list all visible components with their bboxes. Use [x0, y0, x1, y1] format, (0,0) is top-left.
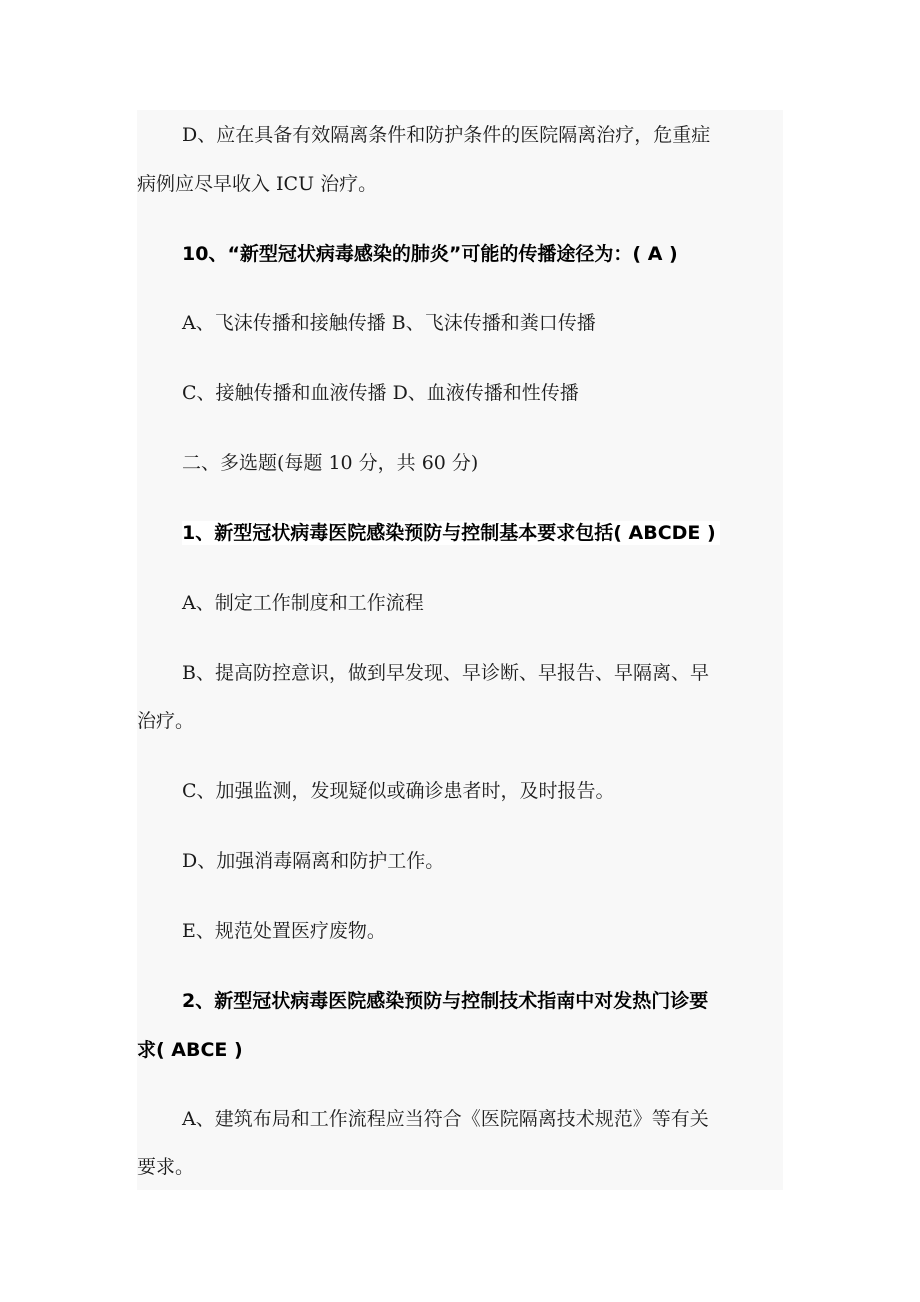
m1-option-b-line2: 治疗。 — [137, 710, 195, 732]
m2-option-a-line2: 要求。 — [137, 1156, 195, 1178]
question-10: 10、“新型冠状病毒感染的肺炎”可能的传播途径为：( A ) — [182, 243, 678, 265]
m1-option-c: C、加强监测，发现疑似或确诊患者时，及时报告。 — [182, 780, 615, 802]
m1-option-b-line1: B、提高防控意识，做到早发现、早诊断、早报告、早隔离、早 — [182, 662, 709, 684]
q9-option-d-line1: D、应在具备有效隔离条件和防护条件的医院隔离治疗，危重症 — [182, 124, 711, 146]
q10-options-cd: C、接触传播和血液传播 D、血液传播和性传播 — [182, 382, 579, 404]
m1-option-d: D、加强消毒隔离和防护工作。 — [182, 850, 445, 872]
multi-question-2-line2: 求( ABCE ) — [137, 1039, 243, 1061]
m1-option-a: A、制定工作制度和工作流程 — [182, 592, 424, 614]
q10-options-ab: A、飞沫传播和接触传播 B、飞沫传播和粪口传播 — [182, 312, 596, 334]
multi-question-1: 1、新型冠状病毒医院感染预防与控制基本要求包括( ABCDE ) — [182, 521, 720, 545]
m2-option-a-line1: A、建筑布局和工作流程应当符合《医院隔离技术规范》等有关 — [182, 1108, 709, 1130]
m1-option-e: E、规范处置医疗废物。 — [182, 920, 386, 942]
q9-option-d-line2: 病例应尽早收入 ICU 治疗。 — [137, 173, 378, 195]
document-page — [137, 110, 783, 1190]
multi-question-2-line1: 2、新型冠状病毒医院感染预防与控制技术指南中对发热门诊要 — [182, 990, 709, 1012]
section-multiple-choice-heading: 二、多选题(每题 10 分，共 60 分) — [182, 452, 479, 474]
